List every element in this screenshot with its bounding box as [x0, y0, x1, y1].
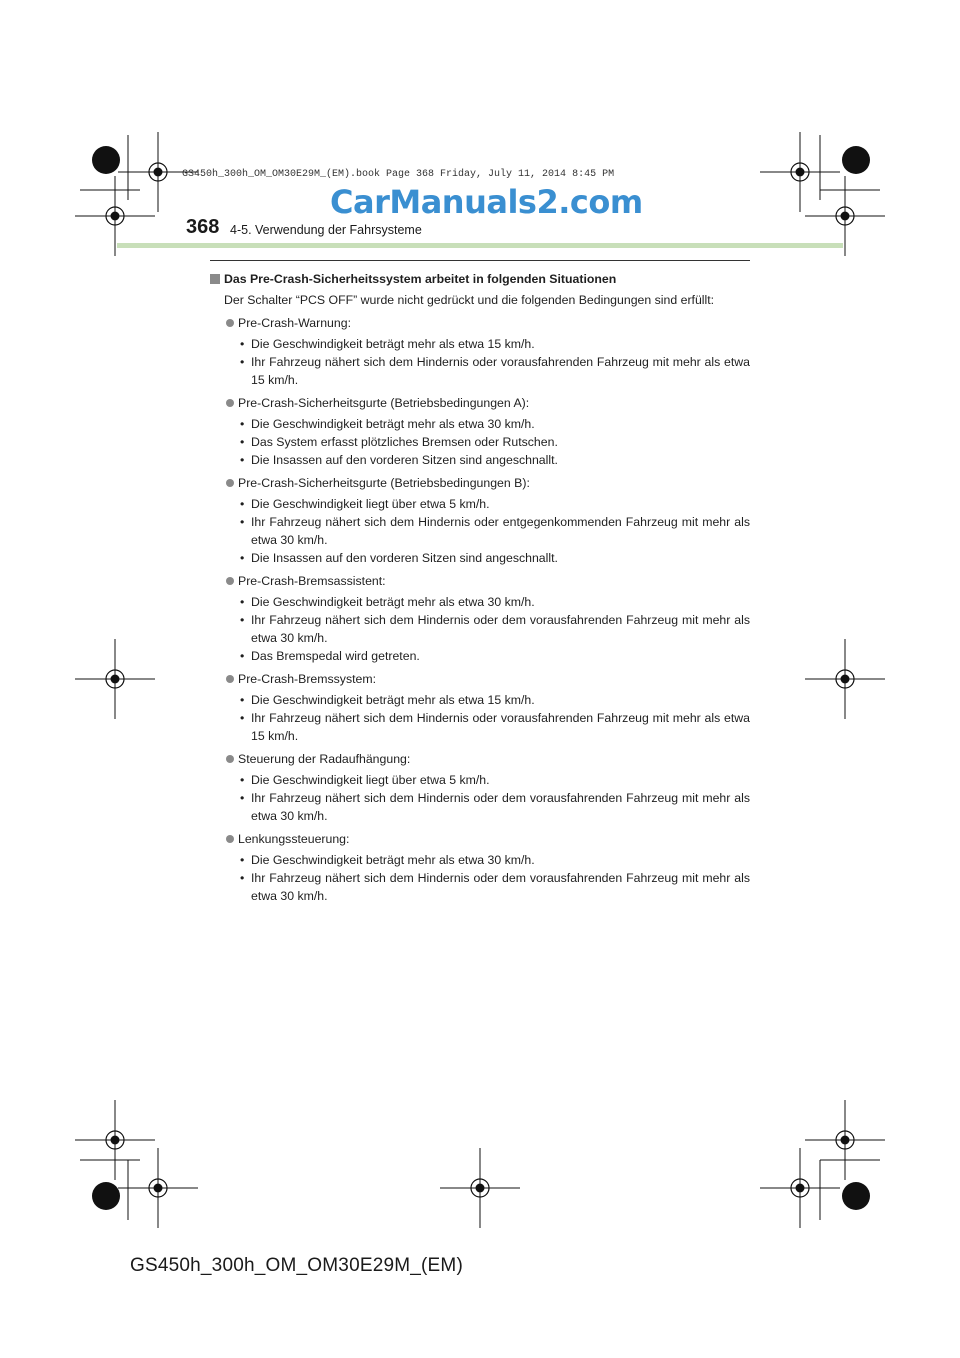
list-item — [210, 771, 750, 789]
item-text: Die Geschwindigkeit liegt über etwa 5 km/h. — [251, 773, 490, 787]
bullet-icon: • — [240, 693, 245, 707]
round-bullet-icon — [226, 675, 234, 683]
item-text: Die Geschwindigkeit liegt über etwa 5 km/h. — [251, 497, 490, 511]
list-item — [210, 335, 750, 353]
list-item — [210, 709, 750, 745]
condition-category — [210, 670, 750, 688]
list-item — [210, 549, 750, 567]
list-item — [210, 433, 750, 451]
condition-items — [210, 851, 750, 905]
bullet-icon: • — [240, 515, 245, 529]
section-heading — [210, 270, 750, 288]
condition-items — [210, 771, 750, 825]
list-item — [210, 869, 750, 905]
category-title: Lenkungssteuerung: — [238, 832, 350, 846]
bullet-icon: • — [240, 613, 245, 627]
bullet-icon: • — [240, 453, 245, 467]
category-title: Pre-Crash-Sicherheitsgurte (Betriebsbedingungen A): — [238, 396, 530, 410]
watermark-logo: CarManuals2.com — [330, 183, 643, 221]
bullet-icon: • — [240, 551, 245, 565]
condition-items — [210, 335, 750, 389]
square-bullet-icon — [210, 274, 220, 284]
bullet-icon: • — [240, 417, 245, 431]
condition-category — [210, 314, 750, 332]
bullet-icon: • — [240, 337, 245, 351]
item-text: Das Bremspedal wird getreten. — [251, 649, 420, 663]
bullet-icon: • — [240, 649, 245, 663]
condition-list — [210, 314, 750, 905]
intro-text: Der Schalter “PCS OFF” wurde nicht gedrückt und die folgenden Bedingungen sind erfüllt: — [224, 293, 715, 307]
round-bullet-icon — [226, 319, 234, 327]
condition-items — [210, 593, 750, 665]
item-text: Ihr Fahrzeug nähert sich dem Hindernis oder vorausfahrenden Fahrzeug mit mehr als etwa 15 km/h. — [251, 355, 750, 387]
divider — [210, 260, 750, 261]
round-bullet-icon — [226, 835, 234, 843]
bullet-icon: • — [240, 853, 245, 867]
item-text: Ihr Fahrzeug nähert sich dem Hindernis oder vorausfahrenden Fahrzeug mit mehr als etwa 15 km/h. — [251, 711, 750, 743]
bullet-icon: • — [240, 773, 245, 787]
bullet-icon: • — [240, 435, 245, 449]
round-bullet-icon — [226, 479, 234, 487]
item-text: Die Geschwindigkeit beträgt mehr als etwa 15 km/h. — [251, 337, 535, 351]
bullet-icon: • — [240, 871, 245, 885]
list-item — [210, 451, 750, 469]
category-title: Pre-Crash-Bremsassistent: — [238, 574, 386, 588]
condition-items — [210, 415, 750, 469]
condition-category — [210, 474, 750, 492]
round-bullet-icon — [226, 755, 234, 763]
item-text: Die Insassen auf den vorderen Sitzen sind angeschnallt. — [251, 551, 558, 565]
round-bullet-icon — [226, 399, 234, 407]
list-item — [210, 495, 750, 513]
list-item — [210, 789, 750, 825]
condition-category — [210, 572, 750, 590]
print-info: GS450h_300h_OM_OM30E29M_(EM).book Page 368 Friday, July 11, 2014 8:45 PM — [182, 169, 615, 180]
bullet-icon: • — [240, 595, 245, 609]
condition-items — [210, 495, 750, 567]
list-item — [210, 851, 750, 869]
category-title: Steuerung der Radaufhängung: — [238, 752, 411, 766]
category-title: Pre-Crash-Sicherheitsgurte (Betriebsbedingungen B): — [238, 476, 530, 490]
item-text: Die Geschwindigkeit beträgt mehr als etwa 30 km/h. — [251, 853, 535, 867]
item-text: Ihr Fahrzeug nähert sich dem Hindernis oder dem vorausfahrenden Fahrzeug mit mehr als etwa 30 km/h. — [251, 791, 750, 823]
round-bullet-icon — [226, 577, 234, 585]
list-item — [210, 353, 750, 389]
list-item — [210, 647, 750, 665]
list-item — [210, 611, 750, 647]
list-item — [210, 513, 750, 549]
category-title: Pre-Crash-Bremssystem: — [238, 672, 377, 686]
main-content — [210, 270, 750, 905]
page-number: 368 — [186, 216, 220, 238]
item-text: Die Geschwindigkeit beträgt mehr als etwa 15 km/h. — [251, 693, 535, 707]
condition-category — [210, 394, 750, 412]
bullet-icon: • — [240, 355, 245, 369]
category-title: Pre-Crash-Warnung: — [238, 316, 351, 330]
list-item — [210, 415, 750, 433]
heading-text: Das Pre-Crash-Sicherheitssystem arbeitet in folgenden Situationen — [224, 272, 617, 286]
list-item — [210, 691, 750, 709]
item-text: Ihr Fahrzeug nähert sich dem Hindernis oder entgegenkommenden Fahrzeug mit mehr als etwa 30 km/h. — [251, 515, 750, 547]
item-text: Ihr Fahrzeug nähert sich dem Hindernis oder dem vorausfahrenden Fahrzeug mit mehr als etwa 30 km/h. — [251, 871, 750, 903]
section-title: 4-5. Verwendung der Fahrsysteme — [230, 223, 422, 237]
list-item — [210, 593, 750, 611]
document-code: GS450h_300h_OM_OM30E29M_(EM) — [130, 1255, 463, 1276]
condition-category — [210, 750, 750, 768]
item-text: Das System erfasst plötzliches Bremsen oder Rutschen. — [251, 435, 558, 449]
bullet-icon: • — [240, 791, 245, 805]
bullet-icon: • — [240, 711, 245, 725]
condition-items — [210, 691, 750, 745]
header-bar — [117, 243, 843, 248]
bullet-icon: • — [240, 497, 245, 511]
item-text: Die Geschwindigkeit beträgt mehr als etwa 30 km/h. — [251, 417, 535, 431]
item-text: Die Geschwindigkeit beträgt mehr als etwa 30 km/h. — [251, 595, 535, 609]
condition-category — [210, 830, 750, 848]
item-text: Ihr Fahrzeug nähert sich dem Hindernis oder dem vorausfahrenden Fahrzeug mit mehr als etwa 30 km/h. — [251, 613, 750, 645]
item-text: Die Insassen auf den vorderen Sitzen sind angeschnallt. — [251, 453, 558, 467]
